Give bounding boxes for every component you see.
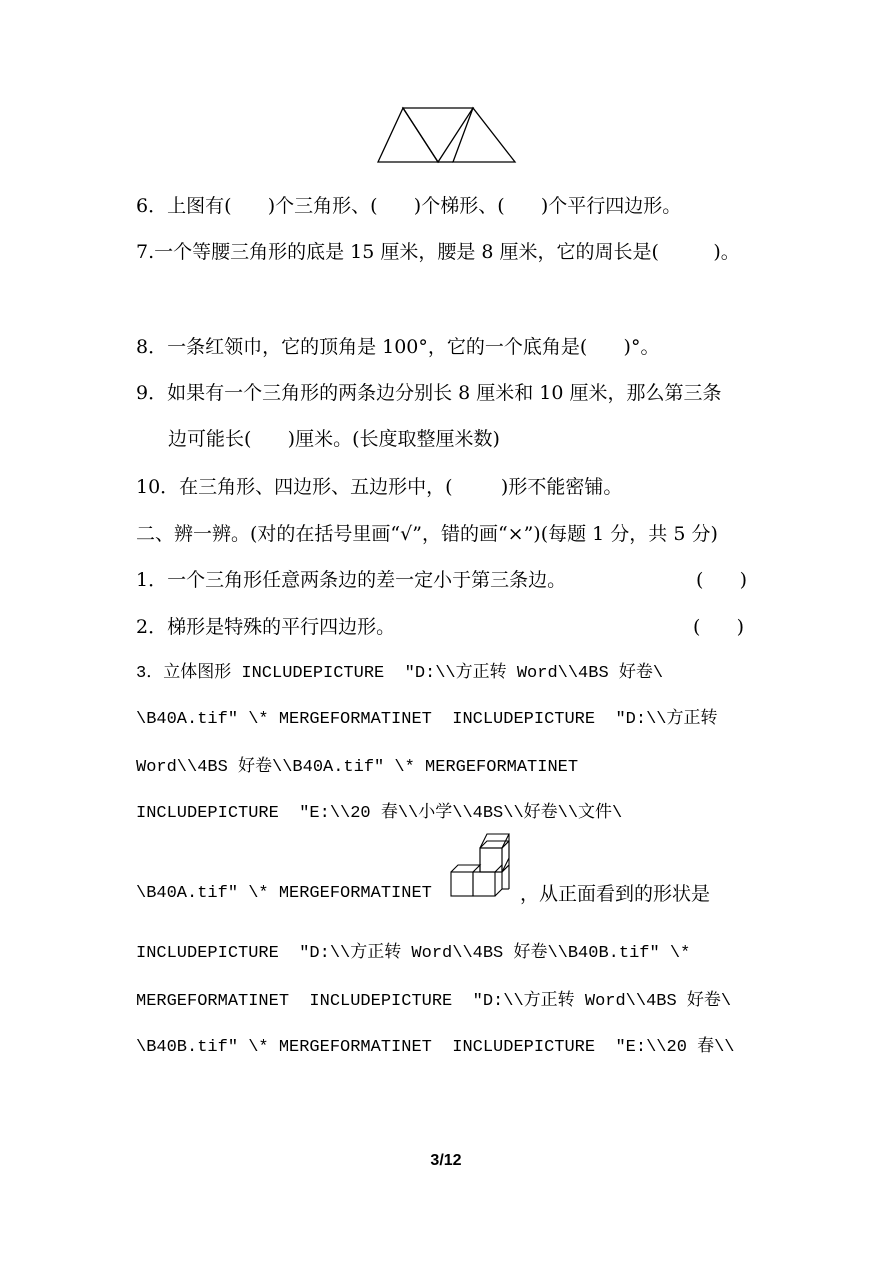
page-number: 3/12 [430,1152,462,1169]
question-3-continued: ，从正面看到的形状是 [520,883,711,905]
question-8: 8．一条红领巾，它的顶角是 100°，它的一个底角是( )°。 [136,336,660,358]
question-7: 7.一个等腰三角形的底是 15 厘米，腰是 8 厘米，它的周长是( )。 [136,241,740,263]
judge-question-1: 1．一个三角形任意两条边的差一定小于第三条边。 [136,569,567,591]
field-code-line-2: \B40A.tif" \* MERGEFORMATINET INCLUDEPICTURE "D:\\方正转 [136,710,718,729]
field-code-line-7: MERGEFORMATINET INCLUDEPICTURE "D:\\方正转 Word\\4BS 好卷\ [136,992,732,1011]
question-9-continued: 边可能长( )厘米。(长度取整厘米数) [168,428,500,450]
judge-question-3: 3．立体图形 INCLUDEPICTURE "D:\\方正转 Word\\4BS 好卷\ [136,664,664,683]
field-code-line-8: \B40B.tif" \* MERGEFORMATINET INCLUDEPICTURE "E:\\20 春\\ [136,1038,735,1057]
field-code-line-4: INCLUDEPICTURE "E:\\20 春\\小学\\4BS\\好卷\\文件\ [136,804,623,823]
triangles-figure [375,106,517,164]
stacked-cubes-figure [448,832,518,900]
question-9: 9．如果有一个三角形的两条边分别长 8 厘米和 10 厘米，那么第三条 [136,382,722,404]
field-code-line-6: INCLUDEPICTURE "D:\\方正转 Word\\4BS 好卷\\B40B.tif" \* [136,944,691,963]
field-code-line-3: Word\\4BS 好卷\\B40A.tif" \* MERGEFORMATINET [136,758,579,777]
field-code-line-5: \B40A.tif" \* MERGEFORMATINET [136,884,432,903]
judge-bracket-1: ( ) [696,569,748,591]
question-6: 6．上图有( )个三角形、( )个梯形、( )个平行四边形。 [136,195,682,217]
judge-bracket-2: ( ) [693,616,745,638]
section-2-heading: 二、辨一辨。(对的在括号里画“√”，错的画“×”)(每题 1 分，共 5 分) [136,523,718,545]
question-10: 10．在三角形、四边形、五边形中，( )形不能密铺。 [136,476,623,498]
judge-question-2: 2．梯形是特殊的平行四边形。 [136,616,396,638]
